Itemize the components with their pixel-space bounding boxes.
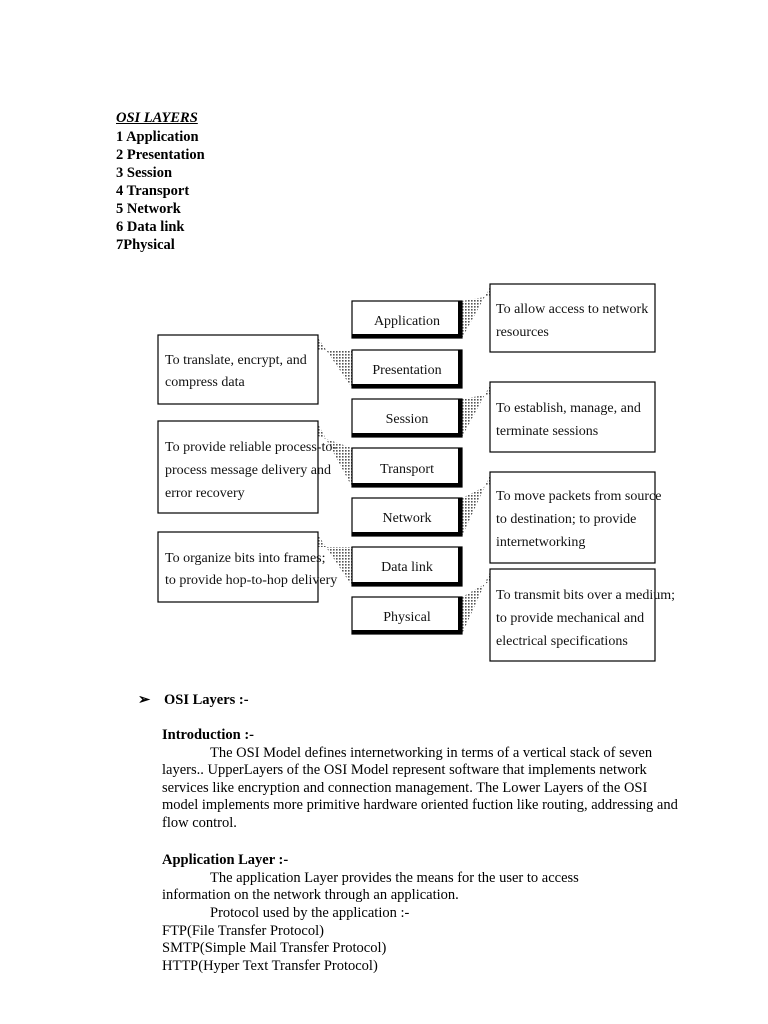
application-layer-text: The application Layer provides the means for the user to access information on the network through an application. [162, 869, 579, 904]
introduction-text: The OSI Model defines internetworking in terms of a vertical stack of seven layers.. UpperLayers of the OSI Model represent software that implements network services like encryption and connection management. The Lower Layers of the OSI model implements more primitive hardware oriented fuction like routing, addressing and flow control. [162, 744, 678, 831]
introduction-section [162, 727, 682, 833]
desc-box-datalink [158, 532, 337, 602]
desc-box-transport [158, 421, 337, 513]
layer-list-item: 7Physical [116, 237, 175, 253]
layer-box-physical [352, 597, 462, 634]
desc-transport-line: To provide reliable process-to- [165, 440, 338, 455]
layer-box-presentation [352, 350, 462, 388]
connector-session [462, 385, 490, 437]
layer-label-session: Session [385, 412, 429, 427]
desc-physical-line: to provide mechanical and [496, 611, 645, 626]
application-layer-section [162, 852, 622, 905]
desc-box-presentation [158, 335, 318, 404]
protocol-item: SMTP(Simple Mail Transfer Protocol) [162, 940, 387, 957]
desc-network-line: To move packets from source [496, 489, 662, 504]
layer-box-network [352, 498, 462, 536]
connector-presentation [318, 338, 352, 388]
layer-list-item: 3 Session [116, 165, 173, 181]
desc-network-line: internetworking [496, 535, 586, 550]
layer-label-physical: Physical [383, 610, 431, 625]
layer-label-presentation: Presentation [372, 363, 442, 378]
layer-list-item: 6 Data link [116, 219, 185, 235]
page-heading: OSI LAYERS [116, 110, 198, 126]
desc-physical-line: To transmit bits over a medium; [496, 588, 676, 603]
layer-list-item: 2 Presentation [116, 147, 205, 163]
desc-box-application [490, 284, 655, 352]
application-layer-title: Application Layer :- [162, 852, 289, 868]
protocol-intro: Protocol used by the application :- [210, 905, 410, 921]
layer-list-item: 4 Transport [116, 183, 190, 199]
layer-box-session [352, 399, 462, 437]
desc-datalink-line: to provide hop-to-hop delivery [165, 573, 338, 588]
desc-network-line: to destination; to provide [496, 512, 637, 527]
layer-label-application: Application [373, 314, 441, 329]
protocol-item: HTTP(Hyper Text Transfer Protocol) [162, 957, 378, 974]
desc-box-network [490, 472, 661, 563]
desc-box-session [490, 382, 655, 452]
bullet-title: OSI Layers :- [164, 692, 249, 708]
layer-label-network: Network [382, 511, 432, 526]
desc-application-line: To allow access to network [496, 302, 649, 317]
introduction-title: Introduction :- [162, 727, 254, 743]
desc-physical-line: electrical specifications [496, 634, 628, 649]
desc-transport-line: process message delivery and [165, 463, 331, 478]
layer-box-datalink [352, 547, 462, 586]
connector-network [462, 475, 490, 536]
desc-session-line: To establish, manage, and [496, 401, 641, 416]
layer-box-transport [352, 448, 462, 487]
desc-session-line: terminate sessions [496, 424, 599, 439]
protocol-item: FTP(File Transfer Protocol) [162, 922, 324, 939]
desc-presentation-line: To translate, encrypt, and [165, 353, 307, 368]
desc-datalink-line: To organize bits into frames; [165, 551, 326, 566]
layer-box-application [352, 301, 462, 338]
osi-layers-bullet [138, 691, 249, 709]
protocol-list [162, 905, 409, 975]
desc-box-physical [490, 569, 675, 661]
layer-list-item: 1 Application [116, 129, 199, 145]
desc-application-line: resources [496, 325, 549, 340]
layer-label-datalink: Data link [381, 560, 433, 575]
arrow-bullet-icon: ➢ [138, 692, 151, 708]
desc-presentation-line: compress data [165, 375, 245, 390]
layer-label-transport: Transport [380, 462, 434, 477]
layer-boxes [352, 301, 462, 634]
connector-physical [462, 572, 490, 634]
layer-list-item: 5 Network [116, 201, 181, 217]
desc-transport-line: error recovery [165, 486, 245, 501]
connector-application [462, 287, 490, 338]
